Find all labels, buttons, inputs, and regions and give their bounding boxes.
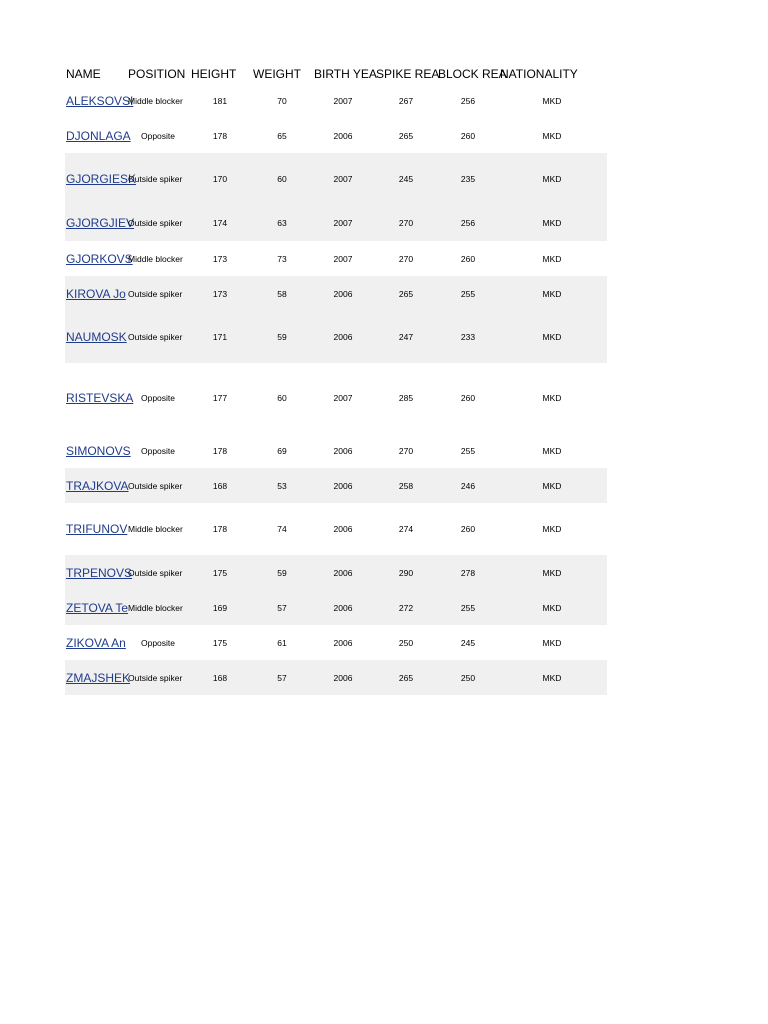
- player-block-reach: 255: [460, 445, 476, 456]
- player-name-link[interactable]: GJORGIESK: [66, 172, 137, 186]
- player-birth-year: 2007: [333, 174, 353, 184]
- player-birth-year: 2006: [333, 672, 353, 683]
- player-name-link[interactable]: KIROVA Jo: [66, 286, 126, 301]
- player-weight: 53: [277, 480, 287, 491]
- player-name-link[interactable]: SIMONOVS: [66, 443, 131, 458]
- player-height: 173: [212, 288, 228, 299]
- player-position: Opposite: [140, 445, 176, 456]
- player-nationality: MKD: [542, 332, 562, 342]
- player-position: Opposite: [140, 130, 176, 141]
- player-weight: 59: [277, 567, 287, 578]
- player-block-reach: 255: [460, 288, 476, 299]
- player-position: Outside spiker: [128, 480, 183, 491]
- player-birth-year: 2007: [333, 393, 353, 403]
- player-block-reach: 233: [460, 332, 476, 342]
- table-row: [65, 590, 607, 625]
- player-weight: 74: [277, 524, 287, 534]
- player-spike-reach: 267: [398, 95, 414, 106]
- table-row: [65, 363, 607, 433]
- player-weight: 69: [277, 445, 287, 456]
- player-position: Opposite: [140, 393, 176, 403]
- player-weight: 65: [277, 130, 287, 141]
- player-birth-year: 2006: [333, 567, 353, 578]
- player-spike-reach: 258: [398, 480, 414, 491]
- player-height: 169: [212, 602, 228, 613]
- player-birth-year: 2007: [333, 218, 353, 228]
- table-row: [65, 276, 607, 311]
- player-spike-reach: 265: [398, 672, 414, 683]
- player-block-reach: 245: [460, 637, 476, 648]
- player-spike-reach: 245: [398, 174, 414, 184]
- player-height: 170: [212, 174, 228, 184]
- player-birth-year: 2006: [333, 602, 353, 613]
- player-height: 174: [212, 218, 228, 228]
- header-height: HEIGHT: [191, 67, 237, 81]
- player-spike-reach: 285: [398, 393, 414, 403]
- table-row: [65, 433, 607, 468]
- table-row: [65, 625, 607, 660]
- player-block-reach: 250: [460, 672, 476, 683]
- player-weight: 70: [277, 95, 287, 106]
- player-name-link[interactable]: DJONLAGA: [66, 128, 131, 143]
- player-position: Middle blocker: [128, 253, 183, 264]
- player-name-link[interactable]: ZIKOVA An: [66, 635, 126, 650]
- player-weight: 73: [277, 253, 287, 264]
- table-row: [65, 83, 607, 118]
- player-weight: 57: [277, 602, 287, 613]
- table-row: [65, 660, 607, 695]
- player-height: 177: [212, 393, 228, 403]
- player-weight: 60: [277, 393, 287, 403]
- player-nationality: MKD: [542, 95, 562, 106]
- player-nationality: MKD: [542, 218, 562, 228]
- player-position: Outside spiker: [128, 332, 183, 342]
- player-birth-year: 2007: [333, 253, 353, 264]
- player-birth-year: 2006: [333, 288, 353, 299]
- player-spike-reach: 270: [398, 253, 414, 264]
- player-nationality: MKD: [542, 524, 562, 534]
- player-position: Middle blocker: [128, 602, 183, 613]
- player-height: 181: [212, 95, 228, 106]
- player-name-link[interactable]: GJORGJIEV: [66, 216, 135, 230]
- player-birth-year: 2006: [333, 480, 353, 491]
- player-weight: 63: [277, 218, 287, 228]
- player-height: 175: [212, 637, 228, 648]
- player-nationality: MKD: [542, 253, 562, 264]
- player-position: Outside spiker: [128, 567, 183, 578]
- player-block-reach: 278: [460, 567, 476, 578]
- player-nationality: MKD: [542, 672, 562, 683]
- player-height: 173: [212, 253, 228, 264]
- player-spike-reach: 270: [398, 445, 414, 456]
- table-row: [65, 555, 607, 590]
- table-row: [65, 241, 607, 276]
- player-nationality: MKD: [542, 130, 562, 141]
- player-block-reach: 260: [460, 393, 476, 403]
- player-name-link[interactable]: TRIFUNOV: [66, 522, 128, 536]
- player-birth-year: 2006: [333, 130, 353, 141]
- player-name-link[interactable]: ZETOVA Te: [66, 600, 129, 615]
- player-name-link[interactable]: ZMAJSHEK: [66, 670, 131, 685]
- player-position: Opposite: [140, 637, 176, 648]
- player-nationality: MKD: [542, 567, 562, 578]
- player-block-reach: 255: [460, 602, 476, 613]
- player-block-reach: 246: [460, 480, 476, 491]
- player-position: Outside spiker: [128, 218, 183, 228]
- player-spike-reach: 247: [398, 332, 414, 342]
- player-spike-reach: 272: [398, 602, 414, 613]
- table-row: [65, 503, 607, 555]
- player-nationality: MKD: [542, 288, 562, 299]
- player-nationality: MKD: [542, 480, 562, 491]
- player-spike-reach: 270: [398, 218, 414, 228]
- player-block-reach: 260: [460, 524, 476, 534]
- player-name-link[interactable]: NAUMOSK: [66, 330, 127, 344]
- player-name-link[interactable]: ALEKSOVSI: [66, 93, 134, 108]
- player-position: Middle blocker: [128, 524, 183, 534]
- player-name-link[interactable]: GJORKOVS: [66, 251, 133, 266]
- player-spike-reach: 290: [398, 567, 414, 578]
- player-nationality: MKD: [542, 174, 562, 184]
- header-block-reach: BLOCK REA: [438, 67, 507, 81]
- player-weight: 58: [277, 288, 287, 299]
- player-weight: 57: [277, 672, 287, 683]
- player-weight: 60: [277, 174, 287, 184]
- table-body: [65, 83, 607, 695]
- player-spike-reach: 250: [398, 637, 414, 648]
- player-position: Outside spiker: [128, 288, 183, 299]
- player-birth-year: 2006: [333, 445, 353, 456]
- player-nationality: MKD: [542, 602, 562, 613]
- player-height: 178: [212, 445, 228, 456]
- header-spike-reach: SPIKE REA: [376, 67, 440, 81]
- player-block-reach: 235: [460, 174, 476, 184]
- header-position: POSITION: [128, 67, 186, 81]
- player-name-link[interactable]: RISTEVSKA: [66, 391, 134, 405]
- table-header: [65, 64, 607, 84]
- header-birth-year: BIRTH YEA: [314, 67, 377, 81]
- player-weight: 61: [277, 637, 287, 648]
- player-spike-reach: 265: [398, 130, 414, 141]
- player-position: Outside spiker: [128, 174, 183, 184]
- player-birth-year: 2007: [333, 95, 353, 106]
- player-block-reach: 256: [460, 95, 476, 106]
- player-name-link[interactable]: TRAJKOVA: [66, 478, 129, 493]
- player-name-link[interactable]: TRPENOVS: [66, 565, 133, 580]
- player-block-reach: 260: [460, 253, 476, 264]
- player-spike-reach: 274: [398, 524, 414, 534]
- player-nationality: MKD: [542, 637, 562, 648]
- player-nationality: MKD: [542, 393, 562, 403]
- player-height: 168: [212, 672, 228, 683]
- header-nationality: NATIONALITY: [500, 67, 578, 81]
- player-nationality: MKD: [542, 445, 562, 456]
- player-spike-reach: 265: [398, 288, 414, 299]
- player-position: Outside spiker: [128, 672, 183, 683]
- player-weight: 59: [277, 332, 287, 342]
- player-height: 168: [212, 480, 228, 491]
- player-height: 171: [212, 332, 228, 342]
- player-block-reach: 256: [460, 218, 476, 228]
- header-weight: WEIGHT: [253, 67, 301, 81]
- header-name: NAME: [66, 67, 101, 81]
- table-row: [65, 118, 607, 153]
- player-height: 175: [212, 567, 228, 578]
- player-birth-year: 2006: [333, 332, 353, 342]
- table-row: [65, 205, 607, 241]
- player-height: 178: [212, 130, 228, 141]
- player-height: 178: [212, 524, 228, 534]
- player-block-reach: 260: [460, 130, 476, 141]
- table-row: [65, 468, 607, 503]
- player-position: Middle blocker: [128, 95, 183, 106]
- table-row: [65, 153, 607, 205]
- player-birth-year: 2006: [333, 637, 353, 648]
- table-row: [65, 311, 607, 363]
- player-birth-year: 2006: [333, 524, 353, 534]
